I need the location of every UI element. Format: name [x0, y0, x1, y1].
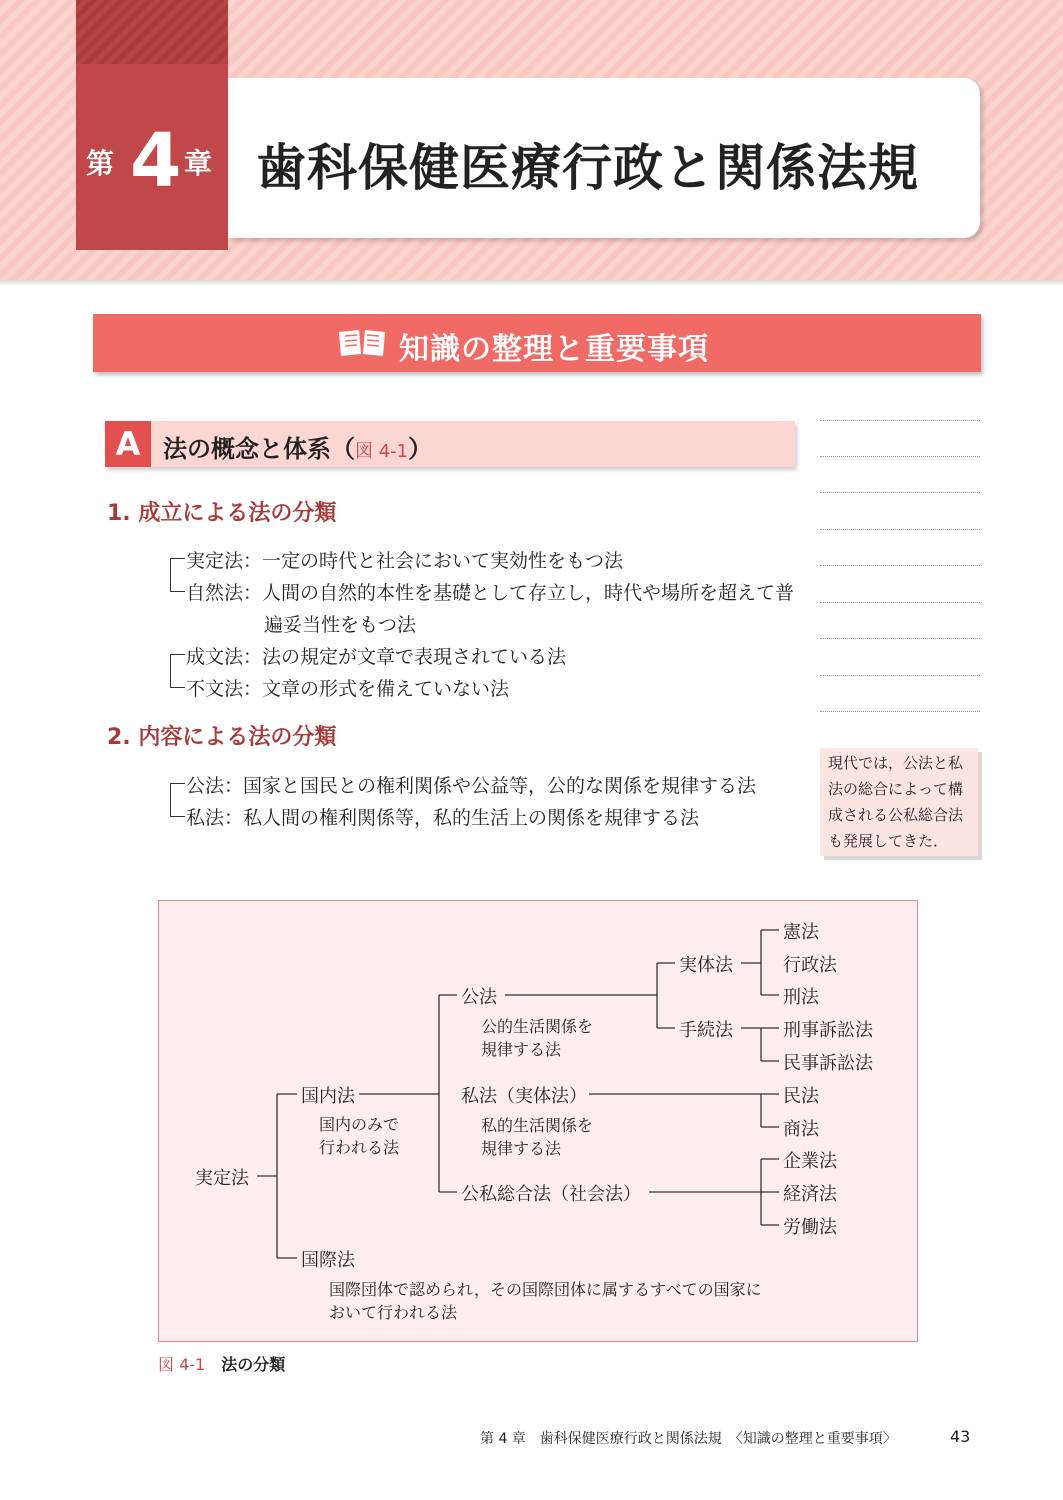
- margin-rule: [820, 638, 980, 639]
- public-desc: [481, 1015, 593, 1061]
- leaf-economic: 経済法: [783, 1184, 837, 1205]
- heading-part2: 2. 内容による法の分類: [107, 725, 337, 750]
- leaf-labor: 労働法: [783, 1217, 837, 1238]
- margin-rule: [820, 711, 980, 712]
- figure-law-classification: [158, 900, 918, 1342]
- subsection-title-line: [163, 429, 432, 464]
- desc-line: 国内のみで: [319, 1115, 400, 1134]
- margin-rule: [820, 420, 980, 421]
- text-line: 実定法：一定の時代と社会において実効性をもつ法: [186, 550, 624, 572]
- chapter-suffix: 章: [184, 147, 213, 180]
- leaf-corporate: 企業法: [783, 1151, 837, 1172]
- text-line: 自然法：人間の自然的本性を基礎として存立し，時代や場所を超えて普: [186, 582, 795, 604]
- node-international: 国際法: [301, 1250, 355, 1271]
- caption-ref: 図 4-1: [158, 1355, 206, 1374]
- text-line: 不文法：文章の形式を備えていない法: [186, 678, 510, 700]
- node-domestic: 国内法: [301, 1086, 355, 1107]
- leaf-administrative: 行政法: [783, 955, 837, 976]
- chapter-title: 歯科保健医療行政と関係法規: [256, 139, 919, 197]
- leaf-civil: 民法: [783, 1086, 819, 1107]
- subsection-badge: A: [105, 421, 151, 467]
- note-line: 現代では，公法と私: [828, 754, 964, 772]
- leaf-civil-procedure: 民事訴訟法: [783, 1053, 873, 1074]
- note-line: も発展してきた．: [828, 832, 949, 850]
- header-shadow: [0, 280, 1063, 286]
- chapter-tab: [76, 64, 228, 250]
- desc-line: 公的生活関係を: [481, 1017, 594, 1036]
- chapter-title-box: [228, 78, 980, 238]
- margin-rule: [820, 456, 980, 457]
- text-line: 公法：国家と国民との権利関係や公益等，公的な関係を規律する法: [186, 775, 757, 797]
- note-line: 法の総合によって構: [828, 780, 964, 798]
- node-procedural: 手続法: [679, 1020, 733, 1041]
- node-root: 実定法: [195, 1168, 249, 1189]
- subsection-title: 法の概念と体系: [163, 435, 331, 463]
- node-public: 公法: [461, 987, 497, 1008]
- desc-line: 私的生活関係を: [481, 1116, 594, 1135]
- leaf-commercial: 商法: [783, 1119, 819, 1140]
- subsection-a: [105, 421, 795, 467]
- text-line: 私法：私人間の権利関係等，私的生活上の関係を規律する法: [186, 807, 700, 829]
- leaf-constitution: 憲法: [783, 922, 819, 943]
- leaf-criminal: 刑法: [783, 987, 819, 1008]
- section-bar: [93, 314, 981, 372]
- margin-rule: [820, 675, 980, 676]
- node-substantive: 実体法: [679, 955, 733, 976]
- desc-line: 規律する法: [481, 1139, 562, 1158]
- desc-line: 規律する法: [481, 1040, 562, 1059]
- margin-rule: [820, 492, 980, 493]
- open-book-icon: [337, 328, 387, 358]
- figure-reference-link[interactable]: 図 4-1: [355, 441, 409, 462]
- bracket-1: [170, 558, 185, 592]
- margin-rule: [820, 565, 980, 566]
- caption-text: 法の分類: [221, 1355, 286, 1374]
- heading-part1: 1. 成立による法の分類: [107, 501, 337, 526]
- text-line: 遍妥当性をもつ法: [264, 614, 417, 636]
- margin-note: [820, 748, 978, 856]
- node-private: 私法（実体法）: [461, 1086, 587, 1107]
- desc-line: 行われる法: [319, 1138, 400, 1157]
- desc-line: 国際団体で認められ，その国際団体に属するすべての国家に: [329, 1280, 762, 1299]
- domestic-desc: [319, 1113, 399, 1159]
- margin-rule: [820, 529, 980, 530]
- node-social: 公私総合法（社会法）: [461, 1184, 641, 1205]
- page-number: 43: [950, 1427, 971, 1446]
- bracket-3: [170, 783, 185, 817]
- running-footer: 第 4 章 歯科保健医療行政と関係法規 〈知識の整理と重要事項〉: [480, 1431, 897, 1447]
- section-title: 知識の整理と重要事項: [399, 332, 709, 367]
- chapter-tab-hatch: [76, 0, 228, 64]
- international-desc: [329, 1278, 762, 1324]
- ref-close: ）: [408, 435, 433, 463]
- leaf-criminal-procedure: 刑事訴訟法: [783, 1020, 873, 1041]
- private-desc: [481, 1114, 593, 1160]
- note-line: 成される公私総合法: [828, 806, 964, 824]
- margin-rule: [820, 602, 980, 603]
- bracket-2: [170, 654, 185, 688]
- desc-line: おいて行われる法: [329, 1303, 458, 1322]
- text-line: 成文法：法の規定が文章で表現されている法: [186, 646, 567, 668]
- figure-caption: [158, 1352, 285, 1375]
- ref-open: （: [331, 435, 355, 463]
- chapter-prefix: 第: [86, 147, 115, 180]
- chapter-number: 4: [130, 118, 180, 204]
